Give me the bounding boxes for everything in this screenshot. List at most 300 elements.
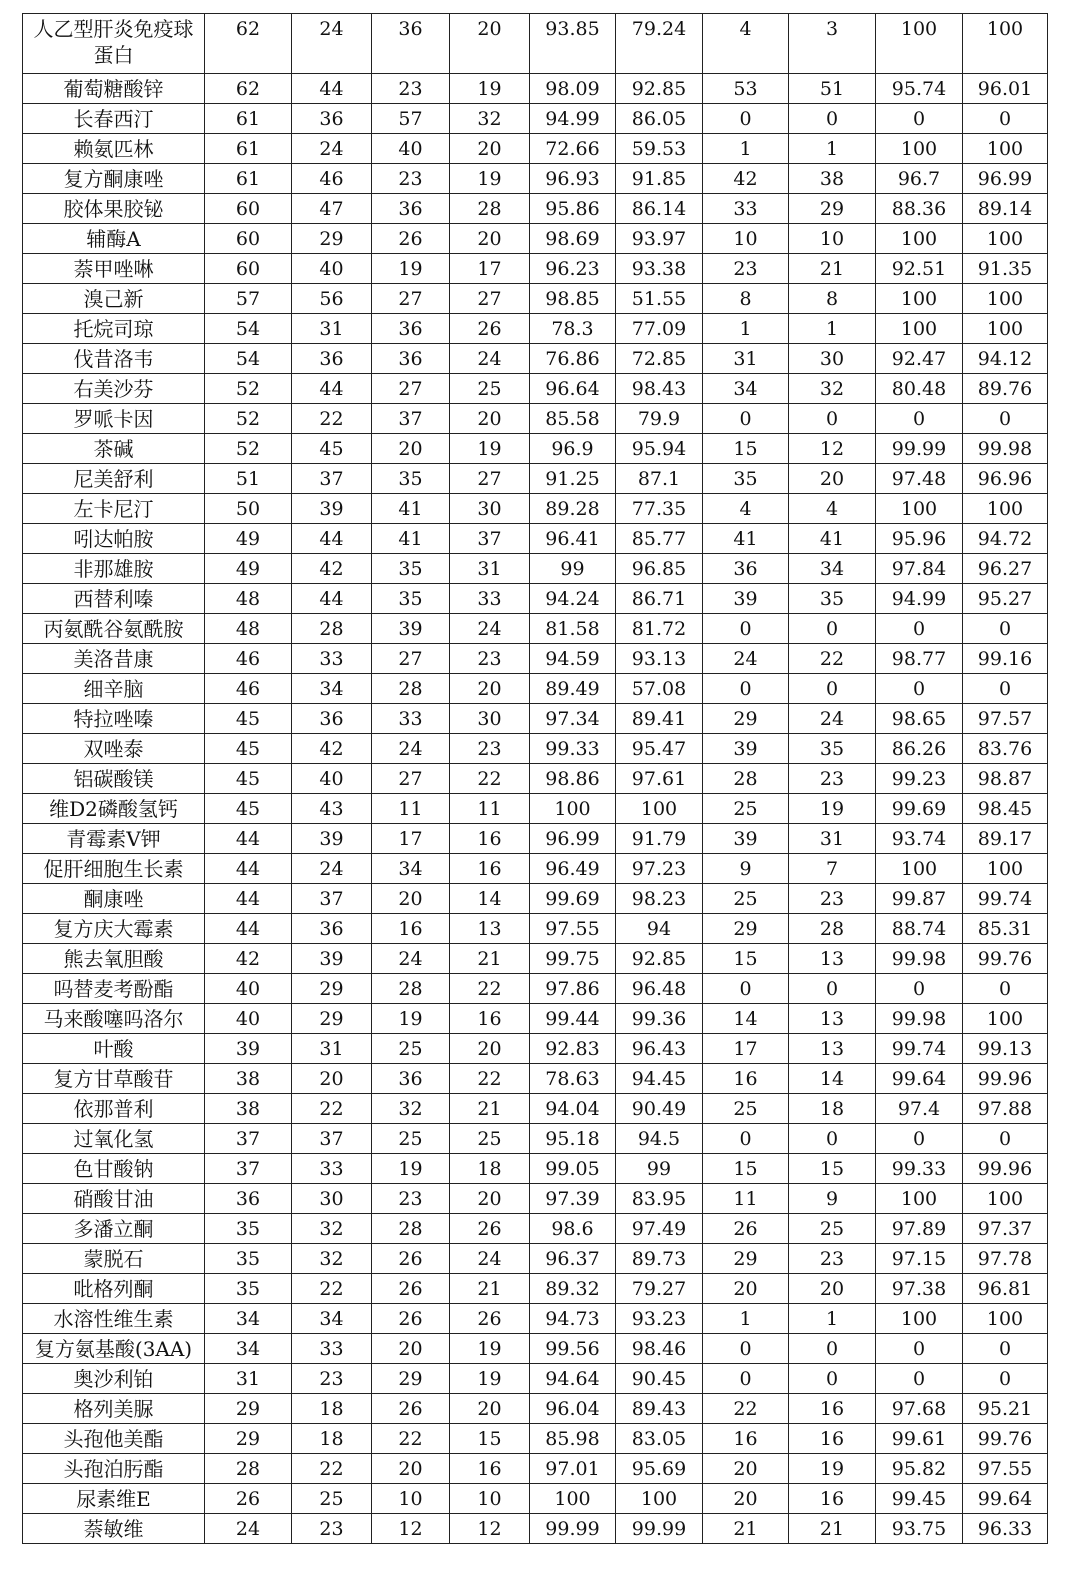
value-cell-col10: 100	[963, 854, 1048, 884]
value-cell-col9: 80.48	[876, 374, 963, 404]
table-row	[23, 1004, 1048, 1034]
value-cell-col9: 92.47	[876, 344, 963, 374]
value-cell-col1: 45	[205, 794, 292, 824]
value-cell-col7: 31	[703, 344, 789, 374]
value-cell-col2: 46	[292, 164, 372, 194]
table-row	[23, 1094, 1048, 1124]
value-cell-col8: 18	[789, 1094, 876, 1124]
value-cell-col10: 99.76	[963, 944, 1048, 974]
drug-statistics-table	[22, 13, 1048, 1544]
value-cell-col1: 54	[205, 344, 292, 374]
value-cell-col2: 40	[292, 764, 372, 794]
value-cell-col2: 22	[292, 1094, 372, 1124]
drug-name-cell: 辅酶A	[23, 224, 205, 254]
value-cell-col8: 21	[789, 254, 876, 284]
value-cell-col6: 94.45	[616, 1064, 703, 1094]
value-cell-col8: 35	[789, 584, 876, 614]
value-cell-col4: 10	[450, 1484, 530, 1514]
value-cell-col8: 31	[789, 824, 876, 854]
value-cell-col6: 98.23	[616, 884, 703, 914]
value-cell-col1: 44	[205, 854, 292, 884]
table-row	[23, 284, 1048, 314]
value-cell-col8: 0	[789, 614, 876, 644]
value-cell-col5: 99.44	[530, 1004, 616, 1034]
table-row	[23, 1454, 1048, 1484]
value-cell-col5: 98.86	[530, 764, 616, 794]
value-cell-col4: 28	[450, 194, 530, 224]
value-cell-col8: 14	[789, 1064, 876, 1094]
value-cell-col6: 95.69	[616, 1454, 703, 1484]
drug-name-cell: 人乙型肝炎免疫球蛋白	[23, 14, 205, 74]
value-cell-col3: 40	[372, 134, 450, 164]
value-cell-col8: 16	[789, 1484, 876, 1514]
value-cell-col7: 1	[703, 314, 789, 344]
value-cell-col4: 26	[450, 1304, 530, 1334]
value-cell-col6: 79.27	[616, 1274, 703, 1304]
value-cell-col10: 89.14	[963, 194, 1048, 224]
table-row	[23, 1334, 1048, 1364]
value-cell-col1: 26	[205, 1484, 292, 1514]
value-cell-col6: 96.43	[616, 1034, 703, 1064]
drug-name-cell: 伐昔洛韦	[23, 344, 205, 374]
value-cell-col5: 99.56	[530, 1334, 616, 1364]
value-cell-col9: 0	[876, 674, 963, 704]
value-cell-col10: 99.16	[963, 644, 1048, 674]
table-row	[23, 374, 1048, 404]
value-cell-col10: 96.96	[963, 464, 1048, 494]
value-cell-col5: 85.58	[530, 404, 616, 434]
value-cell-col2: 36	[292, 914, 372, 944]
value-cell-col6: 93.23	[616, 1304, 703, 1334]
value-cell-col9: 100	[876, 1304, 963, 1334]
value-cell-col7: 14	[703, 1004, 789, 1034]
drug-name-cell: 左卡尼汀	[23, 494, 205, 524]
value-cell-col3: 23	[372, 164, 450, 194]
value-cell-col5: 78.3	[530, 314, 616, 344]
value-cell-col6: 89.43	[616, 1394, 703, 1424]
value-cell-col2: 23	[292, 1514, 372, 1544]
table-row	[23, 254, 1048, 284]
value-cell-col1: 28	[205, 1454, 292, 1484]
value-cell-col2: 22	[292, 404, 372, 434]
value-cell-col7: 16	[703, 1424, 789, 1454]
value-cell-col4: 22	[450, 1064, 530, 1094]
value-cell-col2: 24	[292, 14, 372, 74]
value-cell-col8: 0	[789, 974, 876, 1004]
value-cell-col7: 29	[703, 704, 789, 734]
table-row	[23, 1484, 1048, 1514]
value-cell-col6: 77.09	[616, 314, 703, 344]
value-cell-col7: 26	[703, 1214, 789, 1244]
value-cell-col1: 61	[205, 164, 292, 194]
value-cell-col3: 24	[372, 944, 450, 974]
value-cell-col5: 94.59	[530, 644, 616, 674]
value-cell-col1: 37	[205, 1154, 292, 1184]
value-cell-col4: 13	[450, 914, 530, 944]
value-cell-col7: 0	[703, 404, 789, 434]
drug-name-cell: 过氧化氢	[23, 1124, 205, 1154]
table-row	[23, 1274, 1048, 1304]
value-cell-col5: 99.33	[530, 734, 616, 764]
table-row	[23, 1214, 1048, 1244]
drug-name-cell: 胶体果胶铋	[23, 194, 205, 224]
value-cell-col7: 0	[703, 104, 789, 134]
value-cell-col7: 0	[703, 1364, 789, 1394]
value-cell-col4: 22	[450, 974, 530, 1004]
value-cell-col2: 44	[292, 524, 372, 554]
value-cell-col1: 52	[205, 374, 292, 404]
table-row	[23, 1184, 1048, 1214]
value-cell-col2: 44	[292, 584, 372, 614]
value-cell-col4: 21	[450, 1274, 530, 1304]
value-cell-col5: 96.99	[530, 824, 616, 854]
table-row	[23, 434, 1048, 464]
table-row	[23, 1154, 1048, 1184]
value-cell-col9: 93.75	[876, 1514, 963, 1544]
value-cell-col1: 38	[205, 1064, 292, 1094]
value-cell-col2: 44	[292, 74, 372, 104]
value-cell-col4: 26	[450, 314, 530, 344]
value-cell-col4: 32	[450, 104, 530, 134]
drug-name-cell: 维D2磷酸氢钙	[23, 794, 205, 824]
drug-name-cell: 头孢泊肟酯	[23, 1454, 205, 1484]
value-cell-col7: 17	[703, 1034, 789, 1064]
value-cell-col7: 21	[703, 1514, 789, 1544]
value-cell-col8: 1	[789, 314, 876, 344]
value-cell-col5: 96.64	[530, 374, 616, 404]
value-cell-col5: 94.99	[530, 104, 616, 134]
value-cell-col5: 89.32	[530, 1274, 616, 1304]
value-cell-col7: 15	[703, 434, 789, 464]
value-cell-col6: 97.61	[616, 764, 703, 794]
value-cell-col3: 28	[372, 974, 450, 1004]
table-row	[23, 614, 1048, 644]
value-cell-col4: 27	[450, 464, 530, 494]
value-cell-col7: 20	[703, 1274, 789, 1304]
value-cell-col9: 0	[876, 1334, 963, 1364]
value-cell-col10: 100	[963, 494, 1048, 524]
value-cell-col9: 100	[876, 14, 963, 74]
value-cell-col9: 99.69	[876, 794, 963, 824]
value-cell-col4: 18	[450, 1154, 530, 1184]
drug-name-cell: 特拉唑嗪	[23, 704, 205, 734]
value-cell-col4: 24	[450, 344, 530, 374]
value-cell-col10: 97.55	[963, 1454, 1048, 1484]
value-cell-col5: 97.39	[530, 1184, 616, 1214]
value-cell-col2: 39	[292, 944, 372, 974]
value-cell-col9: 100	[876, 284, 963, 314]
value-cell-col9: 99.64	[876, 1064, 963, 1094]
value-cell-col2: 18	[292, 1394, 372, 1424]
value-cell-col2: 18	[292, 1424, 372, 1454]
value-cell-col8: 1	[789, 134, 876, 164]
value-cell-col10: 99.96	[963, 1064, 1048, 1094]
value-cell-col9: 99.98	[876, 1004, 963, 1034]
value-cell-col10: 0	[963, 1334, 1048, 1364]
value-cell-col3: 35	[372, 554, 450, 584]
value-cell-col1: 48	[205, 584, 292, 614]
value-cell-col10: 100	[963, 1304, 1048, 1334]
value-cell-col9: 99.74	[876, 1034, 963, 1064]
value-cell-col10: 0	[963, 1124, 1048, 1154]
value-cell-col4: 19	[450, 1364, 530, 1394]
value-cell-col6: 90.49	[616, 1094, 703, 1124]
value-cell-col9: 97.68	[876, 1394, 963, 1424]
value-cell-col5: 78.63	[530, 1064, 616, 1094]
value-cell-col3: 26	[372, 1244, 450, 1274]
value-cell-col8: 0	[789, 1124, 876, 1154]
value-cell-col3: 36	[372, 14, 450, 74]
table-row	[23, 884, 1048, 914]
value-cell-col10: 100	[963, 1004, 1048, 1034]
value-cell-col2: 40	[292, 254, 372, 284]
value-cell-col6: 95.47	[616, 734, 703, 764]
value-cell-col9: 95.96	[876, 524, 963, 554]
value-cell-col6: 100	[616, 1484, 703, 1514]
drug-name-cell: 铝碳酸镁	[23, 764, 205, 794]
value-cell-col5: 96.93	[530, 164, 616, 194]
value-cell-col3: 20	[372, 1454, 450, 1484]
value-cell-col1: 60	[205, 254, 292, 284]
value-cell-col1: 24	[205, 1514, 292, 1544]
value-cell-col6: 79.24	[616, 14, 703, 74]
value-cell-col4: 20	[450, 14, 530, 74]
table-row	[23, 224, 1048, 254]
value-cell-col4: 16	[450, 854, 530, 884]
value-cell-col7: 20	[703, 1454, 789, 1484]
value-cell-col10: 100	[963, 314, 1048, 344]
value-cell-col1: 61	[205, 134, 292, 164]
table-row	[23, 134, 1048, 164]
value-cell-col6: 91.85	[616, 164, 703, 194]
value-cell-col1: 49	[205, 524, 292, 554]
value-cell-col2: 39	[292, 494, 372, 524]
table-row	[23, 764, 1048, 794]
value-cell-col3: 57	[372, 104, 450, 134]
table-row	[23, 404, 1048, 434]
value-cell-col5: 91.25	[530, 464, 616, 494]
value-cell-col2: 24	[292, 854, 372, 884]
value-cell-col7: 33	[703, 194, 789, 224]
value-cell-col2: 25	[292, 1484, 372, 1514]
value-cell-col5: 97.55	[530, 914, 616, 944]
value-cell-col6: 86.14	[616, 194, 703, 224]
value-cell-col4: 31	[450, 554, 530, 584]
value-cell-col6: 91.79	[616, 824, 703, 854]
value-cell-col5: 85.98	[530, 1424, 616, 1454]
value-cell-col10: 85.31	[963, 914, 1048, 944]
value-cell-col10: 99.13	[963, 1034, 1048, 1064]
table-row	[23, 1244, 1048, 1274]
value-cell-col6: 96.48	[616, 974, 703, 1004]
value-cell-col4: 23	[450, 644, 530, 674]
value-cell-col8: 3	[789, 14, 876, 74]
table-row	[23, 974, 1048, 1004]
value-cell-col4: 20	[450, 404, 530, 434]
value-cell-col8: 23	[789, 884, 876, 914]
value-cell-col3: 36	[372, 344, 450, 374]
value-cell-col3: 23	[372, 1184, 450, 1214]
value-cell-col8: 21	[789, 1514, 876, 1544]
value-cell-col2: 31	[292, 314, 372, 344]
value-cell-col8: 10	[789, 224, 876, 254]
value-cell-col8: 32	[789, 374, 876, 404]
drug-name-cell: 奥沙利铂	[23, 1364, 205, 1394]
drug-name-cell: 细辛脑	[23, 674, 205, 704]
value-cell-col5: 96.49	[530, 854, 616, 884]
drug-name-cell: 复方庆大霉素	[23, 914, 205, 944]
value-cell-col9: 99.87	[876, 884, 963, 914]
value-cell-col9: 95.82	[876, 1454, 963, 1484]
value-cell-col6: 100	[616, 794, 703, 824]
value-cell-col8: 0	[789, 674, 876, 704]
table-row	[23, 14, 1048, 74]
value-cell-col6: 81.72	[616, 614, 703, 644]
value-cell-col1: 35	[205, 1244, 292, 1274]
value-cell-col10: 100	[963, 224, 1048, 254]
value-cell-col7: 0	[703, 1124, 789, 1154]
drug-name-cell: 赖氨匹林	[23, 134, 205, 164]
value-cell-col3: 17	[372, 824, 450, 854]
value-cell-col8: 13	[789, 1034, 876, 1064]
value-cell-col6: 99	[616, 1154, 703, 1184]
value-cell-col8: 4	[789, 494, 876, 524]
drug-name-cell: 叶酸	[23, 1034, 205, 1064]
value-cell-col9: 97.15	[876, 1244, 963, 1274]
value-cell-col3: 36	[372, 1064, 450, 1094]
table-row	[23, 494, 1048, 524]
drug-name-cell: 水溶性维生素	[23, 1304, 205, 1334]
table-row	[23, 194, 1048, 224]
value-cell-col6: 98.43	[616, 374, 703, 404]
value-cell-col6: 99.99	[616, 1514, 703, 1544]
value-cell-col2: 29	[292, 1004, 372, 1034]
table-row	[23, 554, 1048, 584]
value-cell-col6: 93.13	[616, 644, 703, 674]
value-cell-col4: 16	[450, 824, 530, 854]
table-row	[23, 854, 1048, 884]
drug-name-cell: 复方甘草酸苷	[23, 1064, 205, 1094]
value-cell-col7: 0	[703, 674, 789, 704]
value-cell-col1: 31	[205, 1364, 292, 1394]
value-cell-col2: 47	[292, 194, 372, 224]
value-cell-col9: 97.4	[876, 1094, 963, 1124]
value-cell-col4: 20	[450, 1184, 530, 1214]
value-cell-col3: 36	[372, 194, 450, 224]
drug-name-cell: 葡萄糖酸锌	[23, 74, 205, 104]
value-cell-col9: 100	[876, 134, 963, 164]
value-cell-col1: 34	[205, 1334, 292, 1364]
value-cell-col9: 93.74	[876, 824, 963, 854]
value-cell-col5: 89.28	[530, 494, 616, 524]
value-cell-col9: 0	[876, 404, 963, 434]
value-cell-col6: 85.77	[616, 524, 703, 554]
value-cell-col1: 46	[205, 644, 292, 674]
value-cell-col2: 43	[292, 794, 372, 824]
value-cell-col5: 94.64	[530, 1364, 616, 1394]
drug-name-cell: 罗哌卡因	[23, 404, 205, 434]
value-cell-col8: 13	[789, 1004, 876, 1034]
value-cell-col9: 88.36	[876, 194, 963, 224]
value-cell-col10: 94.12	[963, 344, 1048, 374]
value-cell-col6: 89.73	[616, 1244, 703, 1274]
value-cell-col7: 0	[703, 1334, 789, 1364]
value-cell-col9: 99.45	[876, 1484, 963, 1514]
value-cell-col3: 37	[372, 404, 450, 434]
drug-name-cell: 美洛昔康	[23, 644, 205, 674]
value-cell-col7: 39	[703, 584, 789, 614]
value-cell-col2: 20	[292, 1064, 372, 1094]
value-cell-col3: 16	[372, 914, 450, 944]
value-cell-col3: 19	[372, 1154, 450, 1184]
value-cell-col3: 36	[372, 314, 450, 344]
value-cell-col3: 29	[372, 1364, 450, 1394]
value-cell-col10: 96.33	[963, 1514, 1048, 1544]
value-cell-col2: 34	[292, 674, 372, 704]
value-cell-col4: 33	[450, 584, 530, 614]
value-cell-col7: 22	[703, 1394, 789, 1424]
value-cell-col10: 99.98	[963, 434, 1048, 464]
value-cell-col10: 0	[963, 674, 1048, 704]
value-cell-col10: 97.37	[963, 1214, 1048, 1244]
table-row	[23, 1424, 1048, 1454]
value-cell-col1: 36	[205, 1184, 292, 1214]
value-cell-col9: 0	[876, 1124, 963, 1154]
drug-name-cell: 尼美舒利	[23, 464, 205, 494]
value-cell-col5: 94.04	[530, 1094, 616, 1124]
value-cell-col4: 26	[450, 1214, 530, 1244]
value-cell-col6: 86.05	[616, 104, 703, 134]
drug-name-cell: 非那雄胺	[23, 554, 205, 584]
value-cell-col5: 96.23	[530, 254, 616, 284]
value-cell-col9: 0	[876, 1364, 963, 1394]
value-cell-col9: 97.89	[876, 1214, 963, 1244]
value-cell-col7: 34	[703, 374, 789, 404]
value-cell-col8: 12	[789, 434, 876, 464]
drug-name-cell: 多潘立酮	[23, 1214, 205, 1244]
value-cell-col1: 35	[205, 1214, 292, 1244]
value-cell-col10: 96.81	[963, 1274, 1048, 1304]
value-cell-col6: 72.85	[616, 344, 703, 374]
value-cell-col1: 45	[205, 734, 292, 764]
drug-name-cell: 茶碱	[23, 434, 205, 464]
value-cell-col10: 97.78	[963, 1244, 1048, 1274]
value-cell-col6: 89.41	[616, 704, 703, 734]
table-row	[23, 104, 1048, 134]
value-cell-col1: 54	[205, 314, 292, 344]
value-cell-col8: 25	[789, 1214, 876, 1244]
value-cell-col1: 52	[205, 404, 292, 434]
value-cell-col4: 16	[450, 1004, 530, 1034]
value-cell-col9: 88.74	[876, 914, 963, 944]
value-cell-col8: 28	[789, 914, 876, 944]
value-cell-col6: 97.23	[616, 854, 703, 884]
value-cell-col9: 100	[876, 1184, 963, 1214]
value-cell-col7: 39	[703, 734, 789, 764]
value-cell-col8: 16	[789, 1394, 876, 1424]
value-cell-col7: 39	[703, 824, 789, 854]
value-cell-col5: 94.24	[530, 584, 616, 614]
value-cell-col1: 34	[205, 1304, 292, 1334]
value-cell-col9: 99.99	[876, 434, 963, 464]
value-cell-col6: 51.55	[616, 284, 703, 314]
value-cell-col4: 19	[450, 74, 530, 104]
value-cell-col8: 23	[789, 764, 876, 794]
value-cell-col9: 94.99	[876, 584, 963, 614]
value-cell-col7: 20	[703, 1484, 789, 1514]
value-cell-col3: 25	[372, 1034, 450, 1064]
value-cell-col9: 99.98	[876, 944, 963, 974]
